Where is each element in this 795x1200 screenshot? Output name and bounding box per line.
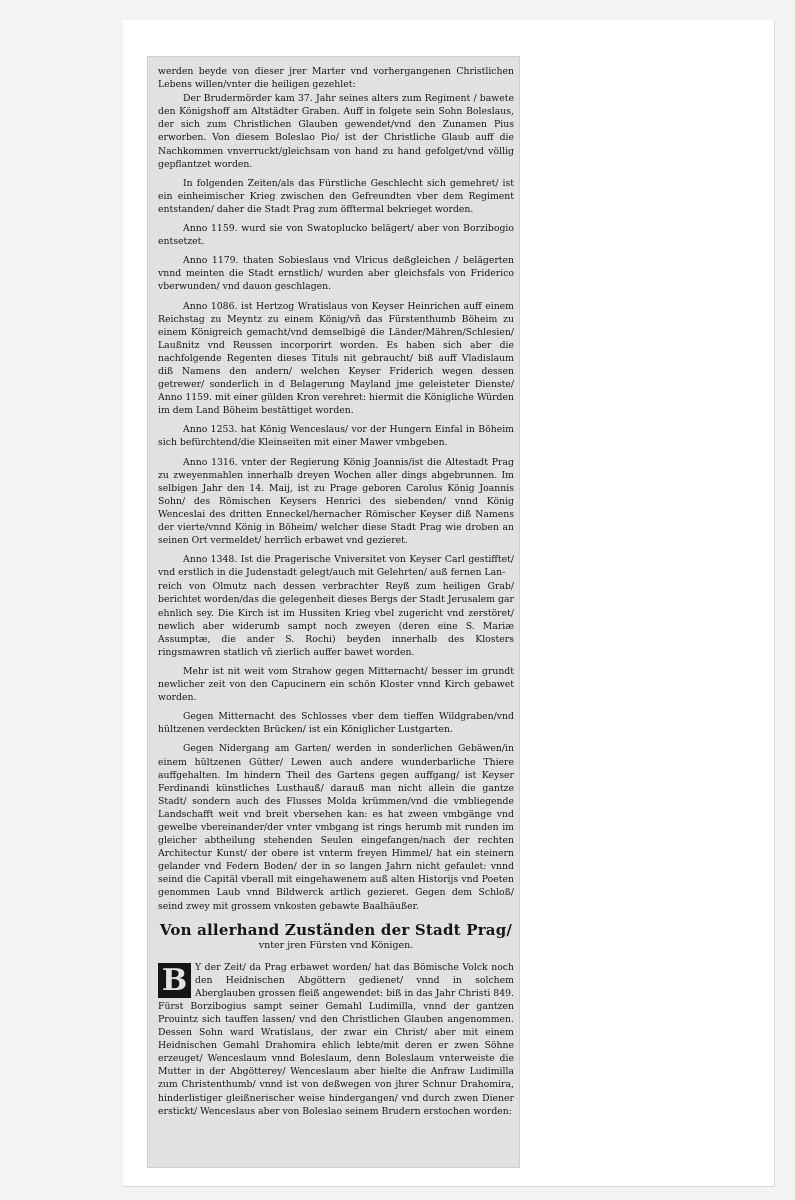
printed-page-strip	[147, 56, 520, 1168]
section-subheading: vnter jren Fürsten vnd Königen.	[258, 939, 414, 951]
paragraph-2: Der Brudermörder kam 37. Jahr seines alters zum Regiment / bawete den Königshoff am Altstädter Graben. Auff in folgete sein Sohn Boleslaus, der sich zum Christlichen Glauben gewendet/vnd den Zunamen Pius erworben. Von diesem Boleslao Pio/ ist der Christliche Glaub auff die Nachkommen vnverruckt/gleichsam von hand zu hand gefolget/vnd völlig gepflantzet worden.	[158, 93, 514, 170]
paragraph-9: Anno 1348. Ist die Pragerische Vniversitet von Keyser Carl gestifftet/ vnd erstlich in die Judenstadt gelegt/auch mit Gelehrten/ auß fernen Lan-	[158, 554, 514, 579]
paragraph-10: reich von Olmutz nach dessen verbrachter Reyß zum heiligen Grab/ berichtet worden/das die gelegenheit dieses Bergs der Stadt Jerusalem gar ehnlich sey. Die Kirch ist im Hussiten Krieg vbel zugericht vnd zerstöret/ newlich aber widerumb sampt noch zweyen (deren eine S. Mariæ Assumptæ, die ander S. Rochi) beyden innerhalb des Klosters ringsmawren statlich vñ zierlich auffer bawet worden.	[158, 581, 514, 658]
final-paragraph: Y der Zeit/ da Prag erbawet worden/ hat das Bömische Volck noch den Heidnischen Abgöttern gedienet/ vnnd in solchem Aberglauben grossen fleiß angewendet: biß in das Jahr Christi 849. Fürst Borzibogius sampt seiner Gemahl Ludimilla, vnnd der gantzen Prouintz sich tauffen lassen/ vnd den Christlichen Glauben angenommen. Dessen Sohn ward Wratislaus, der zwar ein Christ/ aber mit einem Heidnischen Gemahl Drahomira ehlich lebte/mit deren er zwen Söhne erzeuget/ Wenceslaum vnnd Boleslaum, denn Boleslaum vnterweiste die Mutter in der Abgötterey/ Wenceslaum aber hielte die Anfraw Ludimilla zum Christenthumb/ vnnd ist von deßwegen von jhrer Schnur Drahomira, hinderlistiger gleißnerischer weise hindergangen/ vnd durch zwen Diener erstickt/ Wenceslaus aber von Boleslao seinem Brudern erstochen worden:	[158, 961, 514, 1117]
paragraph-3: In folgenden Zeiten/als das Fürstliche Geschlecht sich gemehret/ ist ein einheimischer Krieg zwischen den Gefreundten vber dem Regiment entstanden/ daher die Stadt Prag zum öfftermal bekrieget worden.	[158, 177, 514, 215]
section-heading: Von allerhand Zuständen der Stadt Prag/	[159, 920, 513, 939]
paragraph-12: Gegen Mitternacht des Schlosses vber dem tieffen Wildgraben/vnd hültzenen verdeckten Brücken/ ist ein Königlicher Lustgarten.	[158, 711, 514, 736]
page-text	[158, 65, 514, 1124]
paragraph-6: Anno 1086. ist Hertzog Wratislaus von Keyser Heinrichen auff einem Reichstag zu Meyntz zu einem König/vñ das Fürstenthumb Böheim zu einem Königreich gemacht/vnd demselbigē die Länder/Mähren/Schlesien/ Laußnitz vnd Reussen incorporirt worden. Es haben sich aber die nachfolgende Regenten dieses Tituls nit gebraucht/ biß auff Vladislaum diß Namens den andern/ welchen Keyser Friderich wegen dessen getrewer/ sonderlich in d Belagerung Mayland jme geleisteter Dienste/ Anno 1159. mit einer gülden Kron verehret: hiermit die Königliche Würden im dem Land Böheim bestättiget worden.	[158, 300, 514, 417]
paragraph-4: Anno 1159. wurd sie von Swatoplucko belägert/ aber von Borzibogio entsetzet.	[158, 223, 514, 248]
paragraph-8: Anno 1316. vnter der Regierung König Joannis/ist die Altestadt Prag zu zweyenmahlen innerhalb dreyen Wochen aller dings abgebrunnen. Im selbigen Jahr den 14. Maij, ist zu Prage geboren Carolus König Joannis Sohn/ des Römischen Keysers Henrici des siebenden/ vnnd König Wenceslai des dritten Enneckel/hernacher Römischer Keyser diß Namens der vierte/vnnd König in Böheim/ welcher diese Stadt Prag wie droben an seinen Ort vermeldet/ herrlich erbawet vnd gezieret.	[158, 456, 514, 547]
paragraph-1: werden beyde von dieser jrer Marter vnd vorhergangenen Christlichen Lebens willen/vnter die heiligen gezehlet:	[158, 66, 514, 91]
decorated-initial: B	[158, 963, 191, 998]
paragraph-11: Mehr ist nit weit vom Strahow gegen Mitternacht/ besser im grundt newlicher zeit von den Capucinern ein schön Kloster vnnd Kirch gebawet worden.	[158, 665, 514, 704]
paragraph-5: Anno 1179. thaten Sobieslaus vnd Vlricus deßgleichen / belägerten vnnd meinten die Stadt ernstlich/ wurden aber gleichsfals von Friderico vberwunden/ vnd dauon geschlagen.	[158, 255, 514, 293]
paragraph-7: Anno 1253. hat König Wenceslaus/ vor der Hungern Einfal in Böheim sich befürchtend/die Kleinseiten mit einer Mawer vmbgeben.	[158, 424, 514, 449]
paragraph-13: Gegen Nidergang am Garten/ werden in sonderlichen Gebäwen/in einem hültzenen Gütter/ Lewen auch andere wunderbarliche Thiere auffgehalten. Im hindern Theil des Gartens gegen auffgang/ ist Keyser Ferdinandi künstliches Lusthauß/ darauß man nicht allein die gantze Stadt/ sondern auch des Flusses Molda krümmen/vnd die vmbliegende Landschafft weit vnd breit vbersehen kan: es hat zween vmbgänge vnd gewelbe vbereinander/der vnter vmbgang ist rings herumb mit runden im gleicher abtheilung stehenden Seulen eingefangen/nach der rechten Architectur Kunst/ der obere ist vnterm freyen Himmel/ hat ein steinern gelander vnd Federn Boden/ der in so langen Jahrn nicht gefaulet: vnnd seind die Capitäl vberall mit eingehawenem auß alten Historijs vnd Poeten genommen Laub vnnd Bildwerck artlich gezieret. Gegen dem Schloß/ seind zwey mit grossem vnkosten gebawte Baalhäußer.	[158, 743, 514, 912]
